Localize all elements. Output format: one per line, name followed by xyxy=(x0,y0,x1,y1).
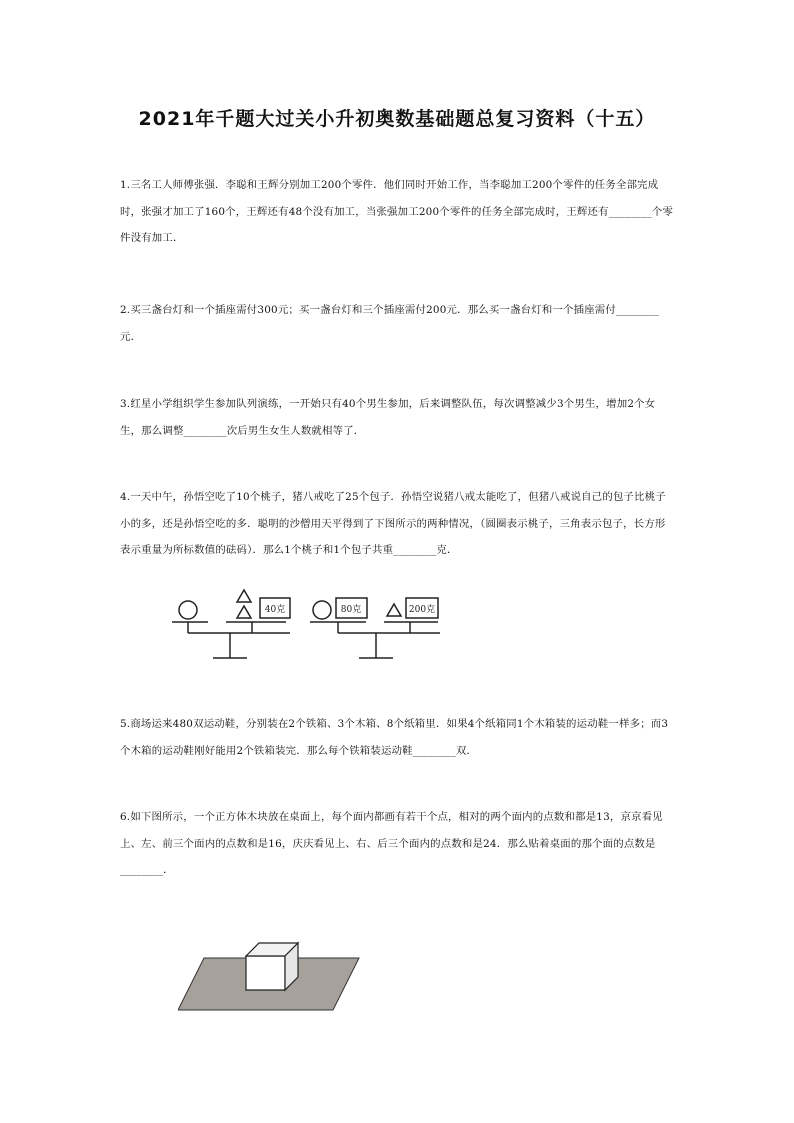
peach-circle-icon xyxy=(179,601,197,619)
question-5: 5.商场运来480双运动鞋，分别装在2个铁箱、3个木箱、8个纸箱里．如果4个纸箱同1个木箱装的运动鞋一样多；而3个木箱的运动鞋刚好能用2个铁箱装完．那么每个铁箱装运动鞋________双． xyxy=(120,718,669,757)
question-1: 1.三名工人师傅张强．李聪和王辉分别加工200个零件．他们同时开始工作，当李聪加工200个零件的任务全部完成时，张强才加工了160个，王辉还有48个没有加工，当张强加工200个零件的任务全部完成时，王辉还有________个零件没有加工． xyxy=(120,179,674,244)
question-6: 6.如下图所示，一个正方体木块放在桌面上，每个面内都画有若干个点，相对的两个面内的点数和都是13，京京看见上、左、前三个面内的点数和是16，庆庆看见上、右、后三个面内的点数和是24．那么贴着桌面的那个面的点数是________． xyxy=(120,811,663,876)
question-2: 2.买三盏台灯和一个插座需付300元；买一盏台灯和三个插座需付200元．那么买一盏台灯和一个插座需付________元． xyxy=(120,304,660,343)
peach-circle-icon xyxy=(313,601,331,619)
balance-left xyxy=(172,590,290,658)
cube-on-table-figure xyxy=(178,938,364,1024)
question-3: 3.红星小学组织学生参加队列演练，一开始只有40个男生参加，后来调整队伍，每次调整减少3个男生，增加2个女生，那么调整________次后男生女生人数就相等了． xyxy=(120,398,656,437)
page-title: 2021年千题大过关小升初奥数基础题总复习资料（十五） xyxy=(138,108,656,130)
weight-label-40: 40克 xyxy=(264,605,286,615)
question-4: 4.一天中午，孙悟空吃了10个桃子，猪八戒吃了25个包子．孙悟空说猪八戒太能吃了，但猪八戒说自己的包子比桃子小的多，还是孙悟空吃的多．聪明的沙僧用天平得到了下图所示的两种情况，（圆圈表示桃子，三角表示包子，长方形表示重量为所标数值的砝码）．那么1个桃子和1个包子共重________克． xyxy=(120,491,666,556)
cube-block xyxy=(246,943,298,990)
bun-triangle-icon xyxy=(237,606,251,618)
bun-triangle-icon xyxy=(237,590,251,602)
weight-label-80: 80克 xyxy=(340,605,362,615)
weight-label-200: 200克 xyxy=(408,605,436,615)
balance-figures xyxy=(168,584,443,676)
bun-triangle-icon xyxy=(387,604,401,616)
